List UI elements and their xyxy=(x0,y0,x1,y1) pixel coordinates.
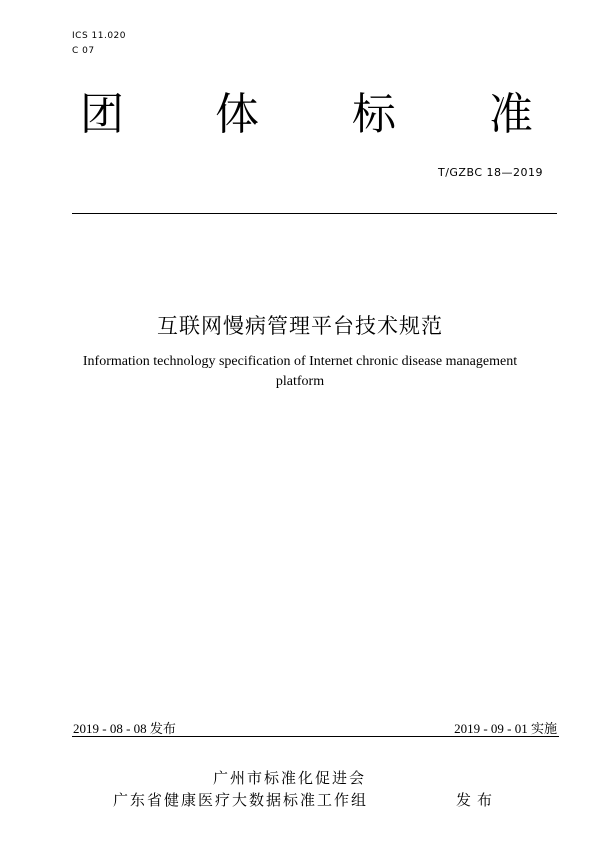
title-chinese: 互联网慢病管理平台技术规范 xyxy=(157,314,443,338)
header-divider xyxy=(72,213,557,214)
title-english-line-1: Information technology specification of Internet chronic disease management xyxy=(82,354,518,369)
publisher-line-2: 广东省健康医疗大数据标准工作组 xyxy=(113,791,369,809)
publisher-line-1: 广州市标准化促进会 xyxy=(213,769,367,787)
heading-char-2: 体 xyxy=(215,89,259,140)
heading-char-1: 团 xyxy=(80,89,124,140)
implementation-date: 2019 - 09 - 01 实施 xyxy=(454,721,557,736)
title-english-line-2: platform xyxy=(275,374,325,389)
heading-char-4: 准 xyxy=(489,89,533,140)
heading-char-3: 标 xyxy=(352,89,396,140)
ics-code: ICS 11.020 xyxy=(72,31,127,41)
issue-date: 2019 - 08 - 08 发布 xyxy=(73,721,176,736)
ccs-code: C 07 xyxy=(72,46,95,56)
document-type-heading xyxy=(72,90,537,140)
standard-number: T/GZBC 18—2019 xyxy=(437,166,543,179)
footer-divider xyxy=(72,736,559,737)
publish-label: 发布 xyxy=(456,791,499,809)
